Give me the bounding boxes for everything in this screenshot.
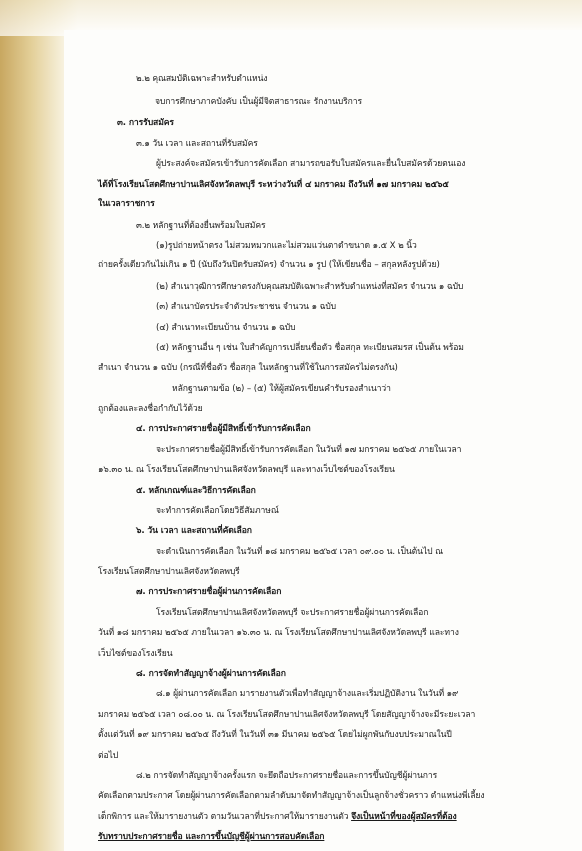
section-3-2-item-5a: (๕) หลักฐานอื่น ๆ เช่น ใบสำคัญการเปลี่ยนชื่อตัว ชื่อสกุล ทะเบียนสมรส เป็นต้น พร้อม xyxy=(156,342,464,353)
section-7-text-1: โรงเรียนโสตศึกษาปานเลิศจังหวัดลพบุรี จะประกาศรายชื่อผู้ผ่านการคัดเลือก xyxy=(156,607,429,618)
section-7-text-2: วันที่ ๑๘ มกราคม ๒๕๖๕ ภายในเวลา ๑๖.๓๐ น. ณ โรงเรียนโสตศึกษาปานเลิศจังหวัดลพบุรี และทาง xyxy=(98,628,459,639)
section-5-text: จะทำการคัดเลือกโดยวิธีสัมภาษณ์ xyxy=(156,505,279,516)
section-8-1-text-1: ๘.๑ ผู้ผ่านการคัดเลือก มารายงานตัวเพื่อทำสัญญาจ้างและเริ่มปฏิบัติงาน ในวันที่ ๑๙ xyxy=(156,689,459,700)
section-3-2-item-4: (๔) สำเนาทะเบียนบ้าน จำนวน ๑ ฉบับ xyxy=(156,322,296,333)
section-8-2-text-3 xyxy=(98,810,457,824)
section-2-2-text: จบการศึกษาภาคบังคับ เป็นผู้มีจิตสาธารณะ รักงานบริการ xyxy=(155,97,363,108)
section-4-text-1: จะประกาศรายชื่อผู้มีสิทธิ์เข้ารับการคัดเลือก ในวันที่ ๑๗ มกราคม ๒๕๖๕ ภายในเวลา xyxy=(156,444,462,455)
section-3-2-item-5b: สำเนา จำนวน ๑ ฉบับ (กรณีที่ชื่อตัว ชื่อสกุล ในหลักฐานที่ใช้ในการสมัครไม่ตรงกัน) xyxy=(98,363,398,374)
section-3-2-heading: ๓.๒ หลักฐานที่ต้องยื่นพร้อมใบสมัคร xyxy=(136,220,266,231)
section-8-heading: ๘. การจัดทำสัญญาจ้างผู้ผ่านการคัดเลือก xyxy=(136,668,286,679)
section-8-2-text-3-plain: เด็กพิการ และให้มารายงานตัว ตามวันเวลาที่ประกาศให้มารายงานตัว xyxy=(98,811,352,822)
section-2-2-heading: ๒.๒ คุณสมบัติเฉพาะสำหรับตำแหน่ง xyxy=(136,74,268,84)
section-3-heading: ๓. การรับสมัคร xyxy=(117,117,174,128)
section-3-2-note-2: ถูกต้องและลงชื่อกำกับไว้ด้วย xyxy=(98,404,203,414)
section-6-text-2: โรงเรียนโสตศึกษาปานเลิศจังหวัดลพบุรี xyxy=(98,567,240,577)
section-3-1-text-3: ในเวลาราชการ xyxy=(98,199,155,210)
section-3-2-item-2: (๒) สำเนาวุฒิการศึกษาตรงกับคุณสมบัติเฉพาะสำหรับตำแหน่งที่สมัคร จำนวน ๑ ฉบับ xyxy=(156,281,464,292)
section-7-text-3: เว็บไซต์ของโรงเรียน xyxy=(98,648,173,659)
section-7-heading: ๗. การประกาศรายชื่อผู้ผ่านการคัดเลือก xyxy=(136,587,282,598)
section-8-2-text-4: รับทราบประกาศรายชื่อ และการขึ้นบัญชีผู้ผ่านการสอบคัดเลือก xyxy=(98,832,325,842)
section-8-1-text-3: ตั้งแต่วันที่ ๑๙ มกราคม ๒๕๖๕ ถึงวันที่ ในวันที่ ๓๑ มีนาคม ๒๕๖๕ โดยไม่ผูกพันกับงบประมาณในปี xyxy=(98,730,452,741)
section-8-2-text-1: ๘.๒ การจัดทำสัญญาจ้างครั้งแรก จะยึดถือประกาศรายชื่อและการขึ้นบัญชีผู้ผ่านการ xyxy=(136,770,438,781)
section-3-2-item-1b: ถ่ายครั้งเดียวกันไม่เกิน ๑ ปี (นับถึงวันปิดรับสมัคร) จำนวน ๑ รูป (ให้เขียนชื่อ – สกุลหลังรูปด้วย) xyxy=(98,260,440,271)
section-8-2-text-2: คัดเลือกตามประกาศ โดยผู้ผ่านการคัดเลือกตามลำดับมาจัดทำสัญญาจ้างเป็นลูกจ้างชั่วคราว ตำแหน่งพี่เลี้ยง xyxy=(98,791,485,802)
section-8-2-text-3-emphasis: จึงเป็นหน้าที่ของผู้สมัครที่ต้อง xyxy=(351,811,457,822)
section-3-1-heading: ๓.๑ วัน เวลา และสถานที่รับสมัคร xyxy=(136,139,258,149)
section-3-2-note-1: หลักฐานตามข้อ (๒) – (๕) ให้ผู้สมัครเขียนคำรับรองสำเนาว่า xyxy=(172,383,391,394)
section-6-heading: ๖. วัน เวลา และสถานที่คัดเลือก xyxy=(136,526,252,537)
section-4-heading: ๔. การประกาศรายชื่อผู้มีสิทธิ์เข้ารับการคัดเลือก xyxy=(136,424,311,435)
section-8-1-text-2: มกราคม ๒๕๖๕ เวลา ๐๘.๐๐ น. ณ โรงเรียนโสตศึกษาปานเลิศจังหวัดลพบุรี โดยสัญญาจ้างจะมีระยะเวลา xyxy=(98,709,476,720)
section-3-2-item-3: (๓) สำเนาบัตรประจำตัวประชาชน จำนวน ๑ ฉบับ xyxy=(156,302,337,313)
section-3-1-text-2: ได้ที่โรงเรียนโสตศึกษาปานเลิศจังหวัดลพบุรี ระหว่างวันที่ ๔ มกราคม ถึงวันที่ ๑๗ มกราคม ๒๕๖๕ xyxy=(98,179,449,190)
section-6-text-1: จะดำเนินการคัดเลือก ในวันที่ ๑๘ มกราคม ๒๕๖๕ เวลา ๐๙.๐๐ น. เป็นต้นไป ณ xyxy=(156,546,443,557)
section-5-heading: ๕. หลักเกณฑ์และวิธีการคัดเลือก xyxy=(136,485,256,496)
section-3-1-text-1: ผู้ประสงค์จะสมัครเข้ารับการคัดเลือก สามารถขอรับใบสมัครและยื่นใบสมัครด้วยตนเอง xyxy=(156,159,466,170)
section-4-text-2: ๑๖.๓๐ น. ณ โรงเรียนโสตศึกษาปานเลิศจังหวัดลพบุรี และทางเว็บไซต์ของโรงเรียน xyxy=(98,465,395,476)
section-8-1-text-4: ต่อไป xyxy=(98,750,119,761)
section-3-2-item-1a: (๑)รูปถ่ายหน้าตรง ไม่สวมหมวกและไม่สวมแว่นตาดำขนาด ๑.๕ X ๒ นิ้ว xyxy=(156,240,417,251)
